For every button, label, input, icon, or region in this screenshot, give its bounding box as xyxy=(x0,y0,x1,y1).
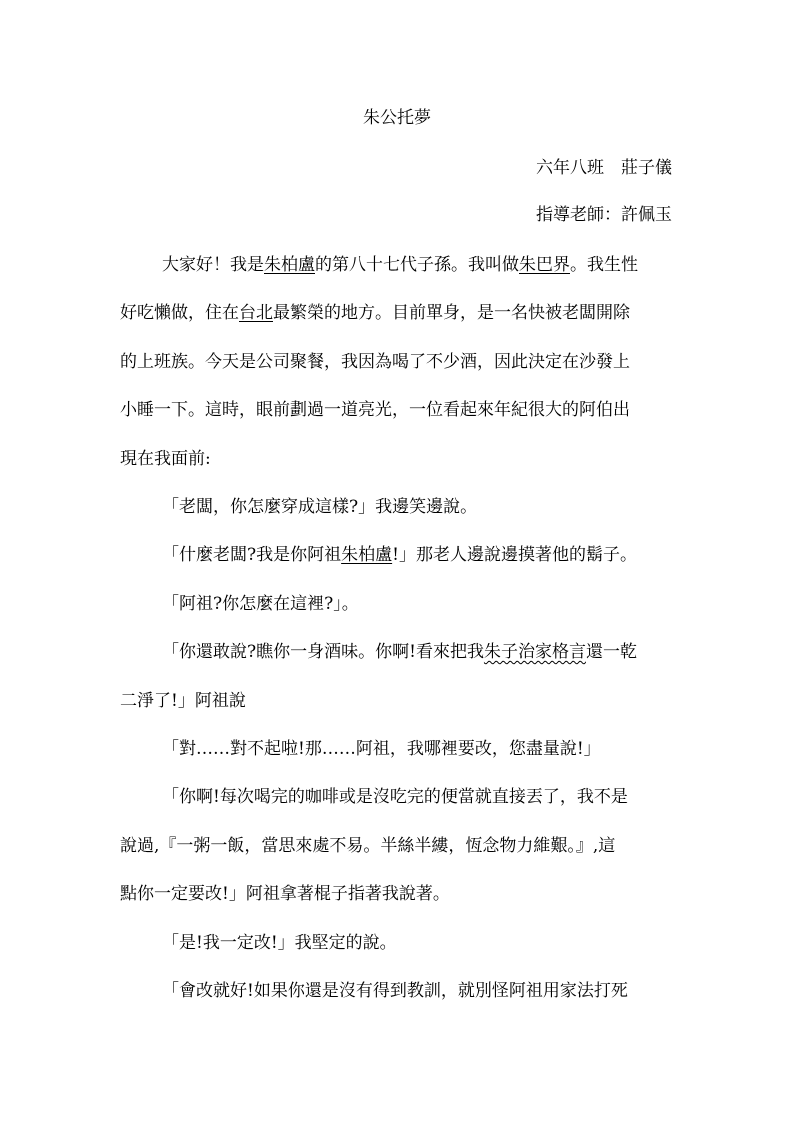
story-line xyxy=(120,255,722,275)
book-title-text: 朱子治家格言 xyxy=(483,642,586,662)
story-text: 「是!我一定改!」我堅定的說。 xyxy=(162,933,397,953)
teacher-line: 指導老師：許佩玉 xyxy=(536,205,672,225)
story-text: 最繁榮的地方。目前單身，是一名快被老闆開除 xyxy=(273,303,630,323)
story-line xyxy=(120,303,680,323)
proper-noun-text: 朱柏盧 xyxy=(264,255,315,275)
proper-noun-text: 朱巴界 xyxy=(519,255,570,275)
story-line xyxy=(120,884,680,904)
story-text: 「什麼老闆?我是你阿祖 xyxy=(162,545,342,565)
story-text: 的上班族。今天是公司聚餐，我因為喝了不少酒，因此決定在沙發上 xyxy=(120,352,630,372)
story-line xyxy=(120,933,722,953)
story-text: 「阿祖?你怎麼在這裡?」。 xyxy=(162,594,359,614)
story-line xyxy=(120,642,722,662)
story-text: 點你一定要改!」阿祖拿著棍子指著我說著。 xyxy=(120,884,450,904)
story-text: 的第八十七代子孫。我叫做 xyxy=(315,255,519,275)
story-line xyxy=(120,400,680,420)
document-title: 朱公托夢 xyxy=(363,108,431,128)
story-line xyxy=(120,449,680,469)
story-line xyxy=(120,836,680,856)
story-line xyxy=(120,981,722,1001)
story-text: 現在我面前: xyxy=(120,449,211,469)
story-text: 「老闆，你怎麼穿成這樣?」我邊笑邊說。 xyxy=(162,497,478,517)
story-line xyxy=(120,739,722,759)
story-text: 「會改就好!如果你還是沒有得到教訓，就別怪阿祖用家法打死 xyxy=(162,981,628,1001)
proper-noun-text: 台北 xyxy=(239,303,273,323)
author-line: 六年八班 莊子儀 xyxy=(536,158,672,178)
story-text: 大家好！我是 xyxy=(162,255,264,275)
story-line xyxy=(120,352,680,372)
story-text: 「你還敢說?瞧你一身酒味。你啊!看來把我 xyxy=(162,642,484,662)
story-text: 「你啊!每次喝完的咖啡或是沒吃完的便當就直接丟了，我不是 xyxy=(162,787,628,807)
story-line xyxy=(120,497,722,517)
story-text: 小睡一下。這時，眼前劃過一道亮光，一位看起來年紀很大的阿伯出 xyxy=(120,400,630,420)
story-line xyxy=(120,594,722,614)
story-line xyxy=(120,787,722,807)
story-text: !」那老人邊說邊摸著他的鬍子。 xyxy=(392,545,637,565)
story-text: 「對……對不起啦!那……阿祖，我哪裡要改，您盡量說!」 xyxy=(162,739,601,759)
proper-noun-text: 朱柏盧 xyxy=(341,545,393,565)
story-text: 說過,『一粥一飯，當思來處不易。半絲半縷，恆念物力維艱。』,這 xyxy=(120,836,616,856)
story-text: 好吃懶做，住在 xyxy=(120,303,239,323)
story-text: 。我生性 xyxy=(570,255,638,275)
story-line xyxy=(120,545,722,565)
story-text: 二淨了!」阿祖說 xyxy=(120,691,246,711)
story-text: 還一乾 xyxy=(585,642,637,662)
story-line xyxy=(120,691,680,711)
